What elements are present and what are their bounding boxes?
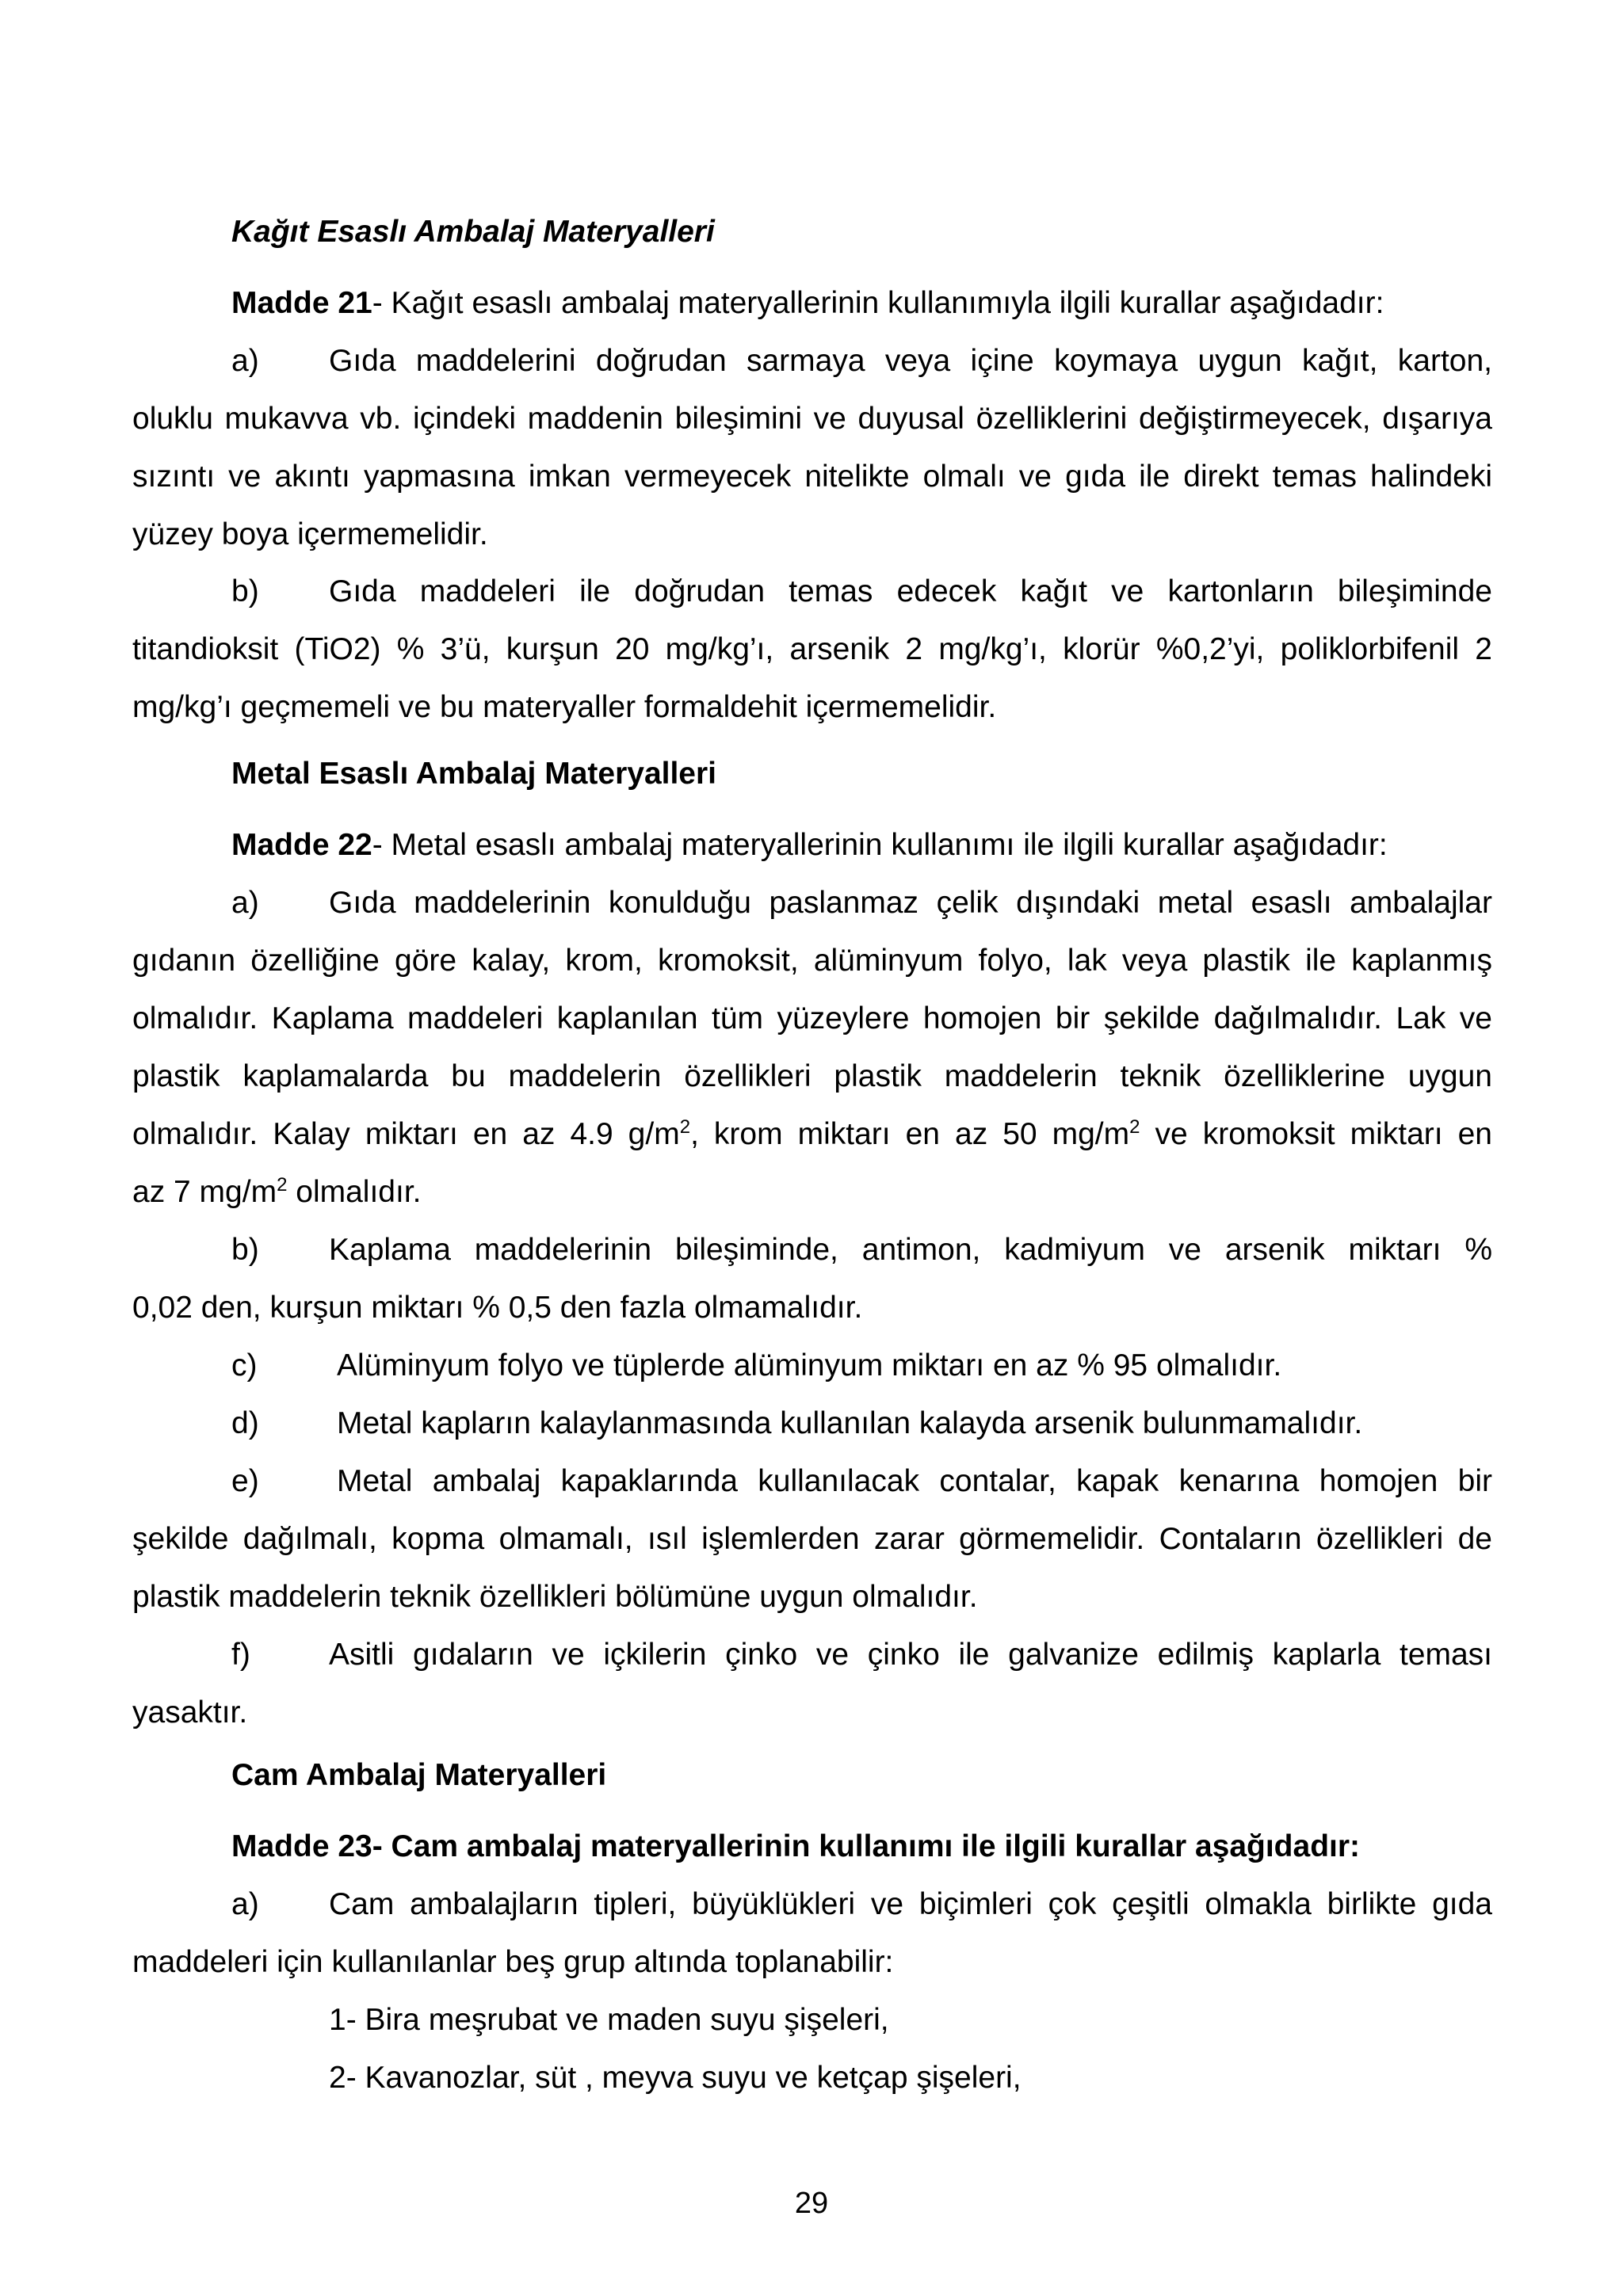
item-text: Asitli gıdaların ve içkilerin çinko ve çinko ile galvanize edilmiş kaplarla teması (329, 1638, 1492, 1672)
article-22-item-b-first (231, 1221, 1492, 1279)
superscript: 2 (277, 1174, 288, 1196)
article-22-intro (231, 816, 1591, 874)
article-21-intro-text: - Kağıt esaslı ambalaj materyallerinin kullanımıyla ilgili kurallar aşağıdadır: (372, 286, 1384, 320)
article-22-label: Madde 22 (231, 828, 372, 862)
item-text: Metal ambalaj kapaklarında kullanılacak contalar, kapak kenarına homojen bir (337, 1464, 1492, 1498)
superscript: 2 (1129, 1116, 1140, 1138)
article-23-intro-text: - Cam ambalaj materyallerinin kullanımı ile ilgili kurallar aşağıdadır: (372, 1829, 1361, 1863)
article-23-list-item-2: 2- Kavanozlar, süt , meyva suyu ve ketçap şişeleri, (329, 2061, 1022, 2095)
article-22-item-f-rest: yasaktır. (132, 1695, 248, 1730)
item-label: f) (231, 1638, 250, 1672)
item-label: a) (231, 1887, 259, 1921)
item-text: Alüminyum folyo ve tüplerde alüminyum miktarı en az % 95 olmalıdır. (337, 1348, 1282, 1383)
item-text: Gıda maddelerinin konulduğu paslanmaz çelik dışındaki metal esaslı ambalajlar (329, 886, 1492, 920)
article-22-item-a-line5 (132, 1105, 1492, 1163)
article-22-item-b-rest: 0,02 den, kurşun miktarı % 0,5 den fazla olmamalıdır. (132, 1291, 863, 1325)
text-part: olmalıdır. Kalay miktarı en az 4.9 g/m (132, 1117, 680, 1151)
item-text: Cam ambalajların tipleri, büyüklükleri ve biçimleri çok çeşitli olmakla birlikte gıda (329, 1887, 1492, 1921)
item-label: e) (231, 1464, 259, 1498)
article-22-item-e-rest: şekilde dağılmalı, kopma olmamalı, ısıl işlemlerden zarar görmemelidir. Contaların özellikleri de plastik maddelerin teknik özellikleri bölümüne uygun olmalıdır. (132, 1522, 1492, 1614)
item-label: a) (231, 344, 259, 378)
text-part: az 7 mg/m (132, 1175, 277, 1209)
article-22-item-c (231, 1337, 1591, 1394)
article-23-intro (231, 1817, 1591, 1875)
article-21-intro (231, 274, 1591, 332)
article-22-item-a-line6 (132, 1163, 1492, 1221)
article-22-intro-text: - Metal esaslı ambalaj materyallerinin kullanımı ile ilgili kurallar aşağıdadır: (372, 828, 1388, 862)
item-label: a) (231, 886, 259, 920)
text-part: , krom miktarı en az 50 mg/m (690, 1117, 1130, 1151)
article-21-item-b-first (231, 563, 1492, 620)
item-label: b) (231, 1233, 259, 1267)
section-heading-glass: Cam Ambalaj Materyalleri (231, 1758, 607, 1792)
article-22-item-d (231, 1394, 1591, 1452)
article-22-item-a-rest: gıdanın özelliğine göre kalay, krom, kromoksit, alüminyum folyo, lak veya plastik ile kaplanmış olmalıdır. Kaplama maddeleri kaplanılan tüm yüzeylere homojen bir şekilde dağılmalıdır. Lak ve plastik kaplamalarda bu maddelerin özellikleri plastik maddelerin teknik özelliklerine uygun (132, 944, 1492, 1093)
article-21-label: Madde 21 (231, 286, 372, 320)
section-heading-metal: Metal Esaslı Ambalaj Materyalleri (231, 757, 717, 791)
section-heading-paper: Kağıt Esaslı Ambalaj Materyalleri (231, 215, 715, 249)
item-text: Kaplama maddelerinin bileşiminde, antimon, kadmiyum ve arsenik miktarı % (329, 1233, 1492, 1267)
item-label: b) (231, 574, 259, 608)
text-part: olmalıdır. (287, 1175, 422, 1209)
article-22-item-e-first (231, 1452, 1492, 1510)
item-label: d) (231, 1406, 259, 1440)
article-23-item-a-rest: maddeleri için kullanılanlar beş grup altında toplanabilir: (132, 1945, 894, 1979)
article-21-item-b-rest: titandioksit (TiO2) % 3’ü, kurşun 20 mg/kg’ı, arsenik 2 mg/kg’ı, klorür %0,2’yi, poliklorbifenil 2 mg/kg’ı geçmemeli ve bu materyaller formaldehit içermemelidir. (132, 632, 1492, 724)
article-22-item-a-first (231, 874, 1492, 932)
text-part: ve kromoksit miktarı en (1140, 1117, 1492, 1151)
article-21-item-a-rest: oluklu mukavva vb. içindeki maddenin bileşimini ve duyusal özelliklerini değiştirmeyecek, dışarıya sızıntı ve akıntı yapmasına imkan vermeyecek nitelikte olmalı ve gıda ile direkt temas halindeki yüzey boya içermemelidir. (132, 402, 1492, 551)
article-23-list-item-1: 1- Bira meşrubat ve maden suyu şişeleri, (329, 2003, 889, 2037)
article-22-item-f-first (231, 1626, 1492, 1684)
item-label: c) (231, 1348, 258, 1383)
article-21-item-a-first (231, 332, 1492, 390)
superscript: 2 (679, 1116, 691, 1138)
item-text: Gıda maddelerini doğrudan sarmaya veya içine koymaya uygun kağıt, karton, (329, 344, 1492, 378)
item-text: Metal kapların kalaylanmasında kullanılan kalayda arsenik bulunmamalıdır. (337, 1406, 1363, 1440)
page-number: 29 (794, 2187, 829, 2220)
item-text: Gıda maddeleri ile doğrudan temas edecek kağıt ve kartonların bileşiminde (329, 574, 1492, 608)
article-23-item-a-first (231, 1875, 1492, 1933)
article-23-label: Madde 23 (231, 1829, 372, 1863)
